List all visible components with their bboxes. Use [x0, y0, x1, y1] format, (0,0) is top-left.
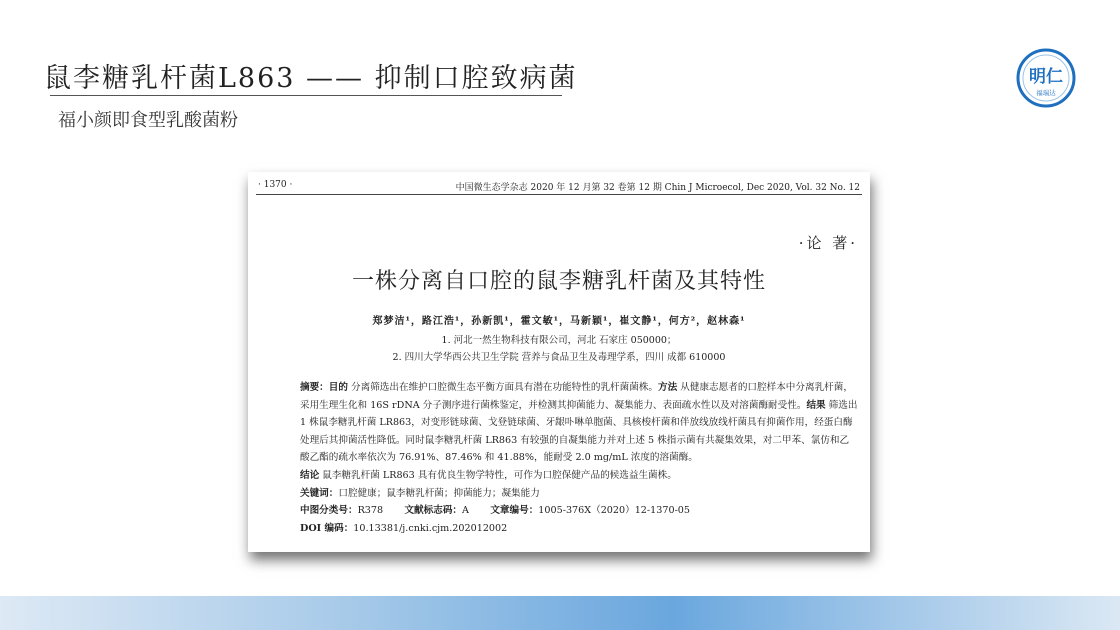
title-underline: [50, 95, 562, 96]
logo-subtext: 福瑞达: [1036, 89, 1056, 97]
brand-logo-icon: [1016, 48, 1076, 108]
slide-title: 鼠李糖乳杆菌L863 —— 抑制口腔致病菌: [44, 63, 578, 94]
abstract-results: 筛选出 1 株鼠李糖乳杆菌 LR863，对变形链球菌、戈登链球菌、牙龈卟啉单胞菌、具核梭杆菌和伴放线放线杆菌具有抑菌作用，经蛋白酶处理后其抑菌活性降低。同时鼠李糖乳杆菌 LR863 有较强的自凝集能力并对上述 5 株指示菌有共凝集效果，对二甲苯、氯仿和乙酸乙酯的疏水率依次为 76.91%、87.46% 和 41.88%，能耐受 2.0 mg/mL 浓度的溶菌酶。: [300, 399, 858, 464]
doi-value: 10.13381/j.cnki.cjm.202012002: [353, 522, 508, 534]
abstract-label: 摘要：目的: [300, 382, 348, 393]
article-no-value: 1005-376X（2020）12-1370-05: [538, 505, 691, 517]
paper-affiliation-2: 2. 四川大学华西公共卫生学院 营养与食品卫生及毒理学系，四川 成都 610000: [392, 352, 726, 363]
doc-code-label: 文献标志码：: [404, 505, 463, 517]
paper-section-label: ·论 著·: [798, 234, 858, 252]
clc-value: R378: [357, 505, 384, 517]
clc-label: 中图分类号：: [300, 505, 358, 517]
paper-image: [248, 172, 870, 552]
results-label: 结果: [806, 399, 826, 411]
keywords-label: 关键词：: [300, 487, 339, 499]
abstract-body: [300, 379, 858, 467]
paper-abstract: [300, 379, 858, 537]
conclusion-label: 结论: [300, 469, 320, 481]
abstract-conclusion: 鼠李糖乳杆菌 LR863 具有优良生物学特性，可作为口腔保健产品的候选益生菌株。: [319, 469, 677, 481]
doi-label: DOI 编码：: [300, 522, 354, 534]
paper-page-number: · 1370 ·: [258, 180, 293, 190]
paper-title: 一株分离自口腔的鼠李糖乳杆菌及其特性: [351, 269, 766, 294]
slide-subtitle: 福小颜即食型乳酸菌粉: [58, 110, 238, 131]
doi-line: [300, 520, 858, 538]
paper-journal-header: 中国微生态学杂志 2020 年 12 月第 32 卷第 12 期 Chin J Microecol, Dec 2020, Vol. 32 No. 12: [455, 183, 860, 193]
doc-code-value: A: [462, 505, 469, 517]
logo-text: 明仁: [1029, 67, 1063, 87]
article-no-label: 文章编号：: [490, 505, 539, 517]
paper-affiliation-1: 1. 河北一然生物科技有限公司，河北 石家庄 050000；: [441, 335, 677, 346]
header-rule: [256, 194, 862, 195]
conclusion-line: [300, 467, 858, 485]
methods-label: 方法: [658, 382, 678, 393]
keywords-value: 口腔健康；鼠李糖乳杆菌；抑菌能力；凝集能力: [338, 487, 540, 499]
abstract-aim: 分离筛选出在维护口腔微生态平衡方面具有潜在功能特性的乳杆菌菌株。: [347, 382, 659, 393]
paper-authors: 郑梦洁¹，路江浩¹，孙新凯¹，霍文敏¹，马新颖¹，崔文静¹，何方²，赵林森¹: [372, 316, 746, 327]
keywords-line: [300, 485, 858, 503]
classification-line: [300, 502, 858, 520]
bottom-decorative-band: [0, 596, 1120, 630]
abstract-methods: 从健康志愿者的口腔样本中分离乳杆菌，采用生理生化和 16S rDNA 分子测序进行菌株鉴定，并检测其抑菌能力、凝集能力、表面疏水性以及对溶菌酶耐受性。: [300, 382, 853, 411]
